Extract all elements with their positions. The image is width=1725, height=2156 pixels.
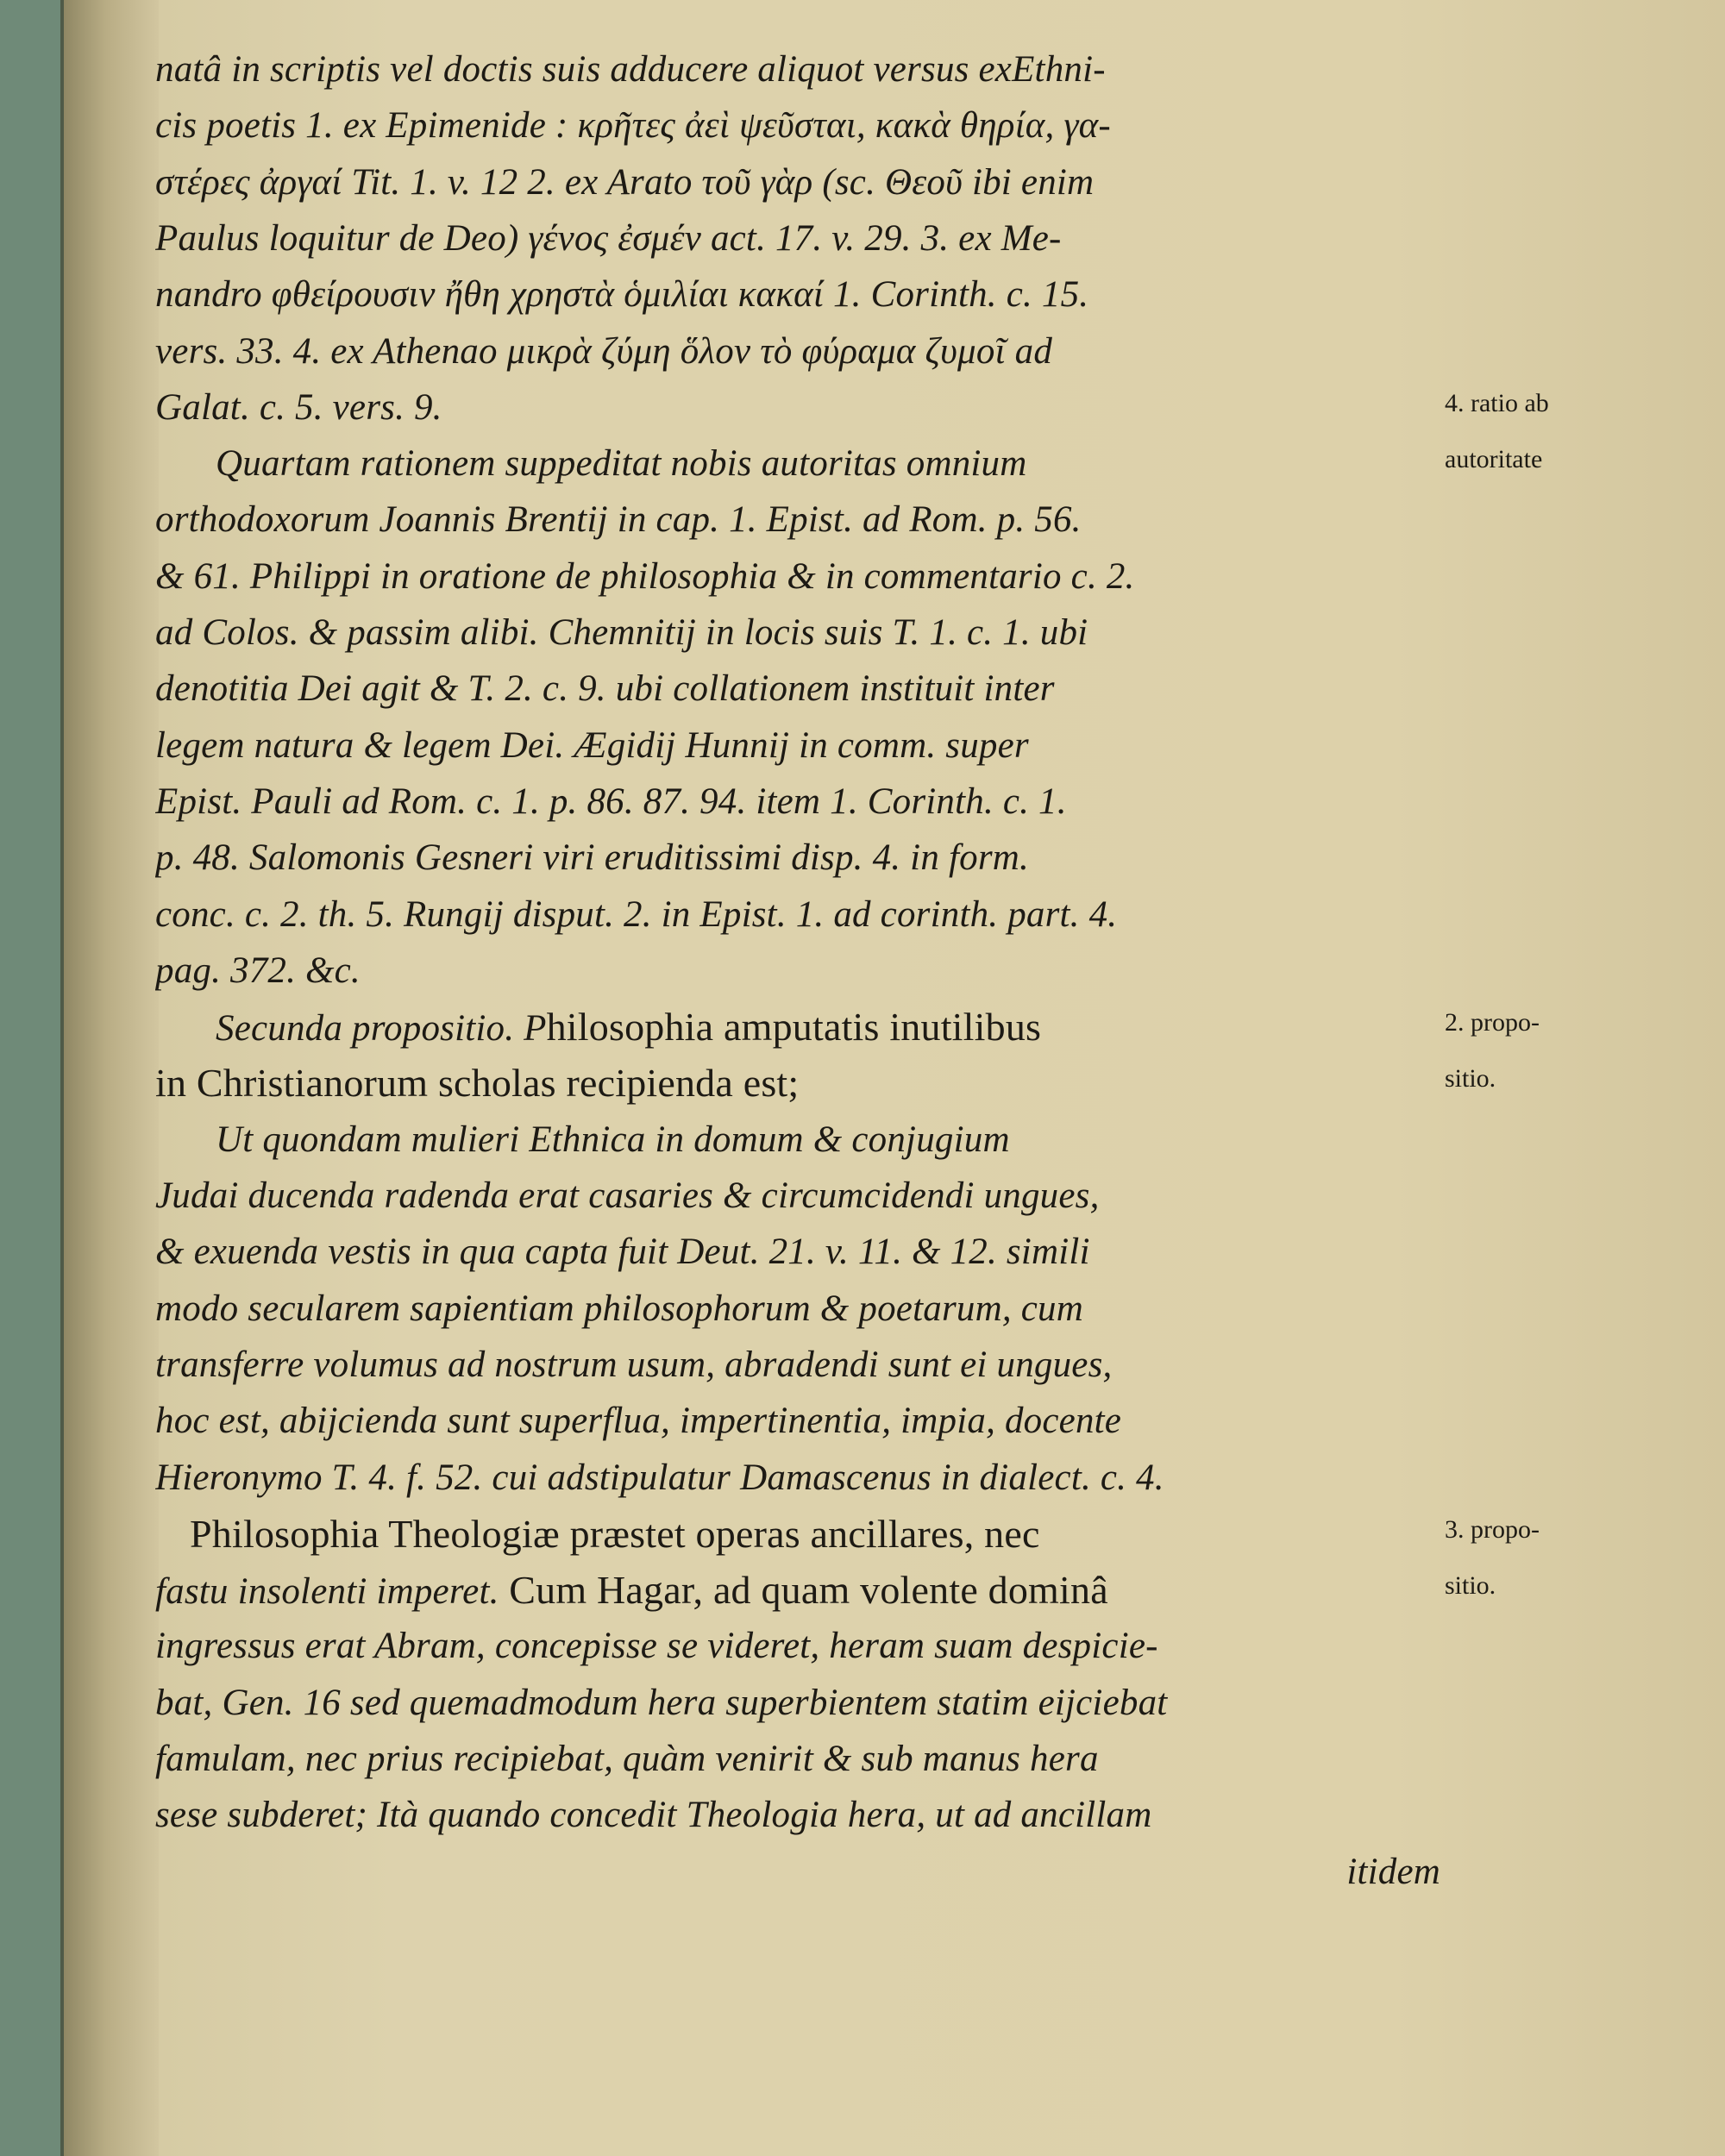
italic-segment: fastu insolenti imperet. [155,1571,499,1613]
margin-note: 4. ratio ab [1445,388,1549,417]
text-line: Quartam rationem suppeditat nobis autoritas omnium [216,443,1027,485]
text-line: famulam, nec prius recipiebat, quàm venirit & sub manus hera [155,1739,1099,1779]
text-line: Judai ducenda radenda erat casaries & circumcidendi ungues, [155,1175,1100,1216]
text-line: Paulus loquitur de Deo) γένος ἐσμέν act. 17. v. 29. 3. ex Me- [155,217,1062,259]
italic-segment: Secunda propositio. P [216,1008,547,1050]
text-line: hoc est, abijcienda sunt superflua, impertinentia, impia, docente [155,1401,1122,1442]
text-line: modo secularem sapientiam philosophorum & poetarum, cum [155,1288,1083,1329]
text-line: & 61. Philippi in oratione de philosophia & in commentario c. 2. [155,555,1135,597]
text-line: bat, Gen. 16 sed quemadmodum hera superbientem statim eijciebat [155,1682,1168,1723]
text-line: pag. 372. &c. [155,950,361,991]
text-line: transferre volumus ad nostrum usum, abradendi sunt ei ungues, [155,1344,1113,1385]
text-line: cis poetis 1. ex Epimenide : κρῆτες ἀεὶ ψεῦσται, κακὰ θηρία, γα- [155,105,1111,147]
text-line: itidem [1346,1851,1440,1892]
text-line: ad Colos. & passim alibi. Chemnitij in locis suis T. 1. c. 1. ubi [155,612,1088,653]
margin-note: autoritate [1445,445,1543,474]
margin-note: sitio. [1445,1064,1496,1094]
text-line: in Christianorum scholas recipienda est; [155,1061,800,1106]
text-line: legem natura & legem Dei. Ægidij Hunnij in comm. super [155,724,1029,766]
text-line: p. 48. Salomonis Gesneri viri eruditissimi disp. 4. in form. [155,837,1029,879]
text-line: Galat. c. 5. vers. 9. [155,386,442,428]
text-line: denotitia Dei agit & T. 2. c. 9. ubi collationem instituit inter [155,668,1055,710]
margin-note: 3. propo- [1445,1514,1540,1544]
text-line: conc. c. 2. th. 5. Rungij disput. 2. in Epist. 1. ad corinth. part. 4. [155,893,1118,935]
text-line: natâ in scriptis vel doctis suis adducere aliquot versus exEthni- [155,49,1106,90]
text-line: Epist. Pauli ad Rom. c. 1. p. 86. 87. 94. item 1. Corinth. c. 1. [155,780,1067,822]
text-line: nandro φθείρουσιν ἤθη χρηστὰ ὁμιλίαι κακαί 1. Corinth. c. 15. [155,274,1089,316]
text-line: ingressus erat Abram, concepisse se videret, heram suam despicie- [155,1626,1158,1667]
text-line: Hieronymo T. 4. f. 52. cui adstipulatur Damascenus in dialect. c. 4. [155,1457,1164,1498]
roman-segment: Cum Hagar, ad quam volente dominâ [499,1568,1108,1613]
text-line: vers. 33. 4. ex Athenao μικρὰ ζύμη ὅλον τὸ φύραμα ζυμοῖ ad [155,330,1053,372]
text-line [155,1000,1501,1054]
text-line: & exuenda vestis in qua capta fuit Deut. 21. v. 11. & 12. simili [155,1232,1090,1273]
text-line: στέρες ἀργαί Tit. 1. v. 12 2. ex Arato τοῦ γὰρ (sc. Θεοῦ ibi enim [155,161,1095,203]
book-page [60,0,1725,2156]
text-line: sese subderet; Ità quando concedit Theologia hera, ut ad ancillam [155,1795,1152,1836]
text-line [155,1564,1440,1617]
text-line: orthodoxorum Joannis Brentij in cap. 1. Epist. ad Rom. p. 56. [155,499,1082,541]
text-line: Ut quondam mulieri Ethnica in domum & conjugium [216,1119,1010,1160]
margin-note: sitio. [1445,1571,1496,1601]
roman-segment: hilosophia amputatis inutilibus [546,1005,1042,1050]
margin-note: 2. propo- [1445,1008,1540,1037]
text-line: Philosophia Theologiæ præstet operas ancillares, nec [190,1511,1040,1556]
book-gutter [60,0,159,2156]
